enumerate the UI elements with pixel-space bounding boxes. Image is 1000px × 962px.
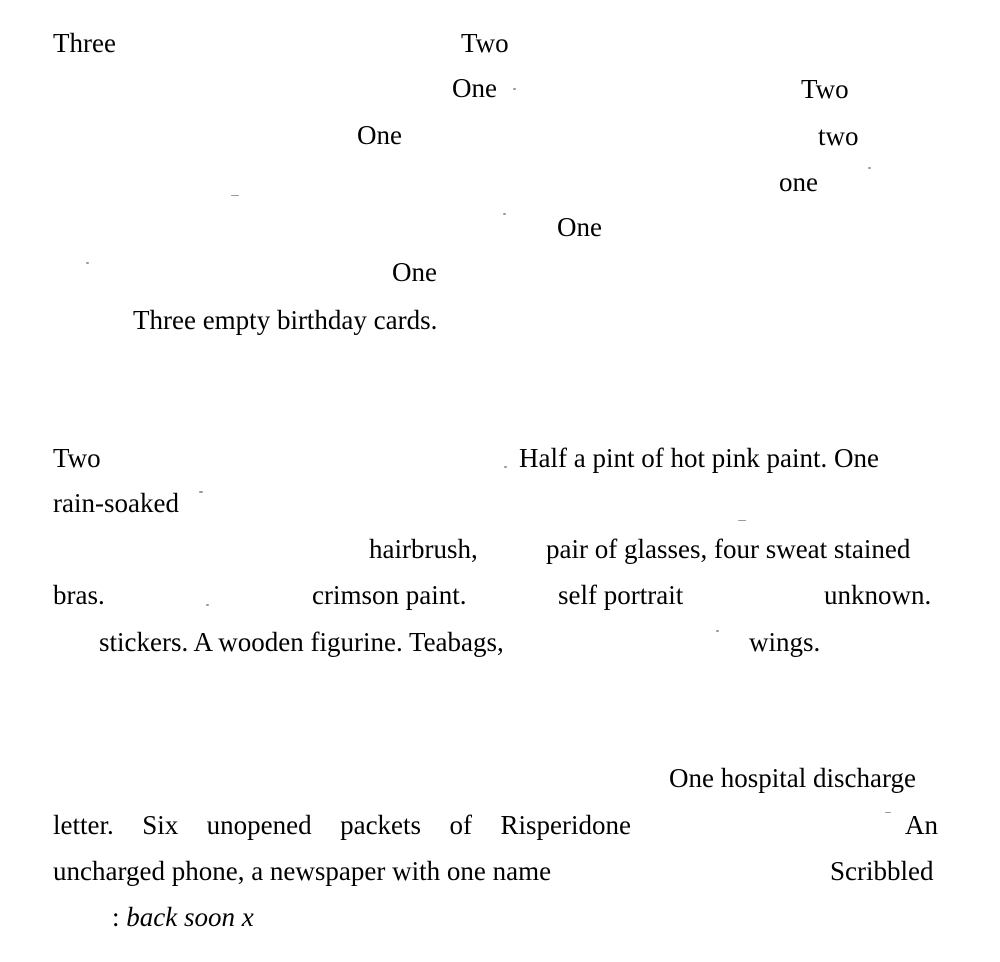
word-one-a: One [452,73,497,103]
word-unknown: unknown. [824,580,932,610]
word-scribbled: Scribbled [830,856,934,886]
erasure-speck [231,195,239,196]
word-two-lower: two [818,121,859,151]
word-bras: bras. [53,580,105,610]
word-one-b: One [357,120,402,150]
word-unopened: unopened [206,810,312,840]
back-soon-line [112,901,254,933]
word-self-portrait: self portrait [558,580,684,610]
colon-mark: : [112,902,120,932]
erasure-speck [885,812,891,813]
erasure-speck [716,630,719,632]
word-packets: packets [340,810,422,840]
word-risperidone: Risperidone [500,810,631,840]
word-crimson-paint: crimson paint. [312,580,467,610]
line-stickers: stickers. A wooden figurine. Teabags, [99,627,504,657]
back-soon-note: back soon x [126,902,254,932]
word-of: of [449,810,473,840]
word-hairbrush: hairbrush, [369,534,478,564]
word-two: Two [53,443,101,473]
word-three: Three [53,28,116,58]
word-one-d: One [392,257,437,287]
word-an: An [905,810,938,840]
word-one-lower: one [779,167,818,197]
line-birthday-cards: Three empty birthday cards. [133,305,438,335]
word-rain-soaked: rain-soaked [53,488,179,518]
line-glasses: pair of glasses, four sweat stained [546,534,911,564]
erasure-speck [86,262,89,264]
word-one-c: One [557,212,602,242]
line-hospital-discharge: One hospital discharge [669,763,916,793]
erasure-speck [199,491,203,493]
word-two-right: Two [801,74,849,104]
erasure-speck [503,213,506,215]
erasure-speck [206,604,209,606]
erasure-speck [868,167,871,169]
erasure-speck [738,520,746,521]
word-wings: wings. [749,627,821,657]
word-six: Six [142,810,179,840]
line-half-pint: Half a pint of hot pink paint. One [519,443,879,473]
word-two-top: Two [461,28,509,58]
erasure-speck [513,88,516,90]
line-uncharged-phone: uncharged phone, a newspaper with one name [53,856,552,886]
erasure-speck [504,466,507,468]
line-risperidone [53,809,631,841]
word-letter: letter. [53,810,114,840]
